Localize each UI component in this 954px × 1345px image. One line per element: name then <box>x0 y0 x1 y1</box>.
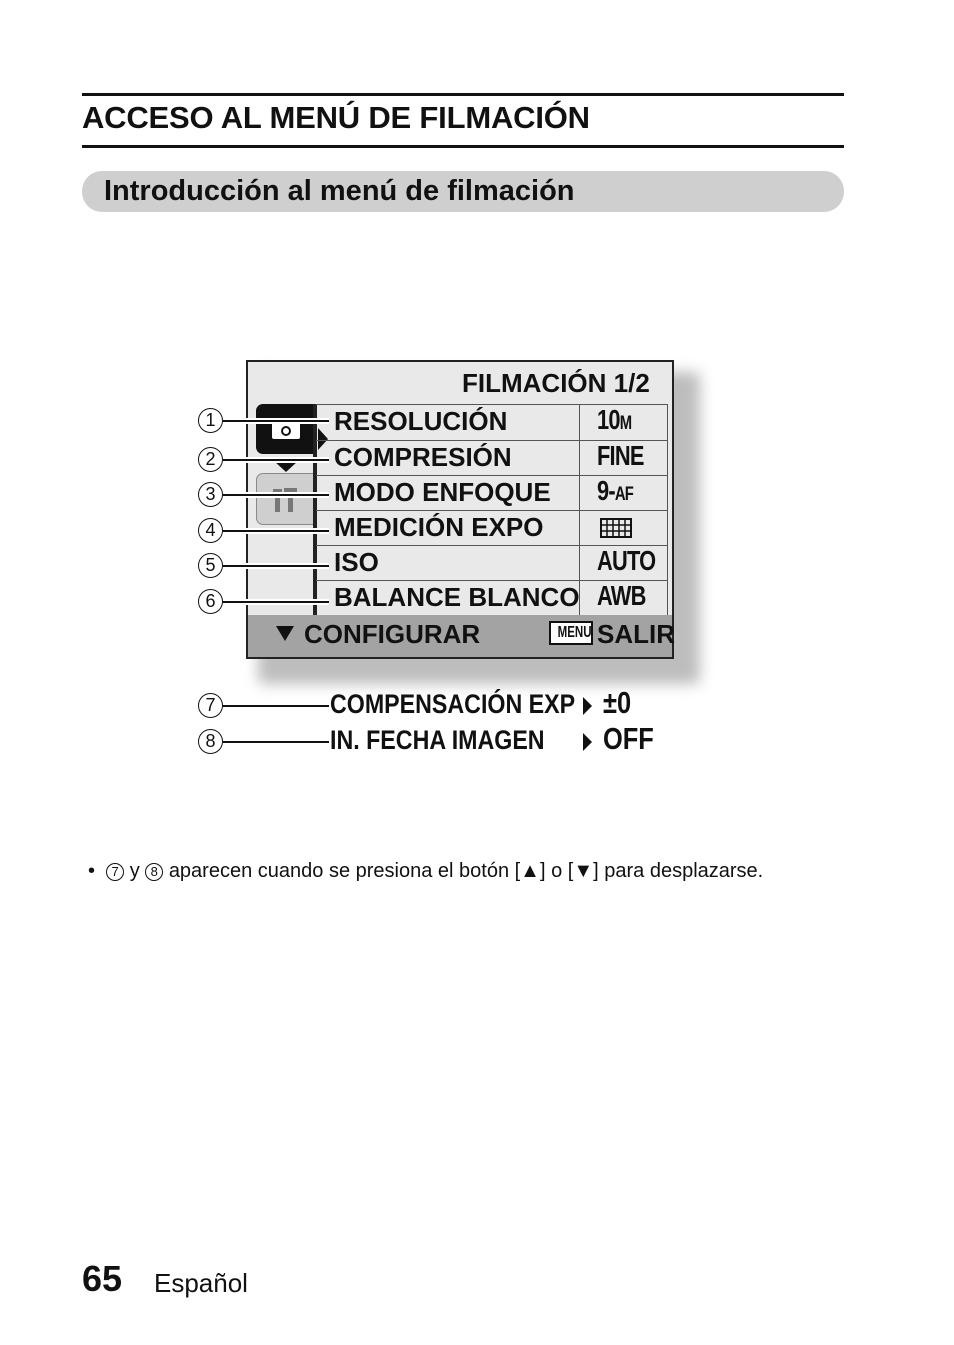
callout-leader <box>223 459 329 461</box>
note <box>88 860 763 883</box>
callout-leader <box>223 565 329 567</box>
white-balance-value: AWB <box>597 580 646 611</box>
configure-label[interactable]: CONFIGURAR <box>304 619 481 649</box>
compression-value: FINE <box>597 440 644 471</box>
note-callout-7: 7 <box>106 863 124 881</box>
note-conjunction: y <box>129 860 140 882</box>
menu-key-icon: MENU <box>549 621 593 645</box>
exposure-compensation-value: ±0 <box>603 685 632 720</box>
row-divider <box>316 510 668 511</box>
menu-item-iso[interactable]: ISO <box>334 547 379 577</box>
callout-8: 8 <box>198 729 223 754</box>
menu-item-modo-enfoque[interactable]: MODO ENFOQUE <box>334 477 551 507</box>
menu-item-balance-blanco[interactable]: BALANCE BLANCO <box>334 582 580 612</box>
iso-value: AUTO <box>597 545 656 576</box>
tab-selected-arrow <box>318 428 328 450</box>
callout-leader <box>223 601 329 603</box>
resolution-value: 10M <box>597 404 632 435</box>
setup-icon <box>271 486 301 514</box>
screen-title: FILMACIÓN 1/2 <box>462 368 650 398</box>
callout-leader <box>223 494 329 496</box>
menu-item-medicion-expo[interactable]: MEDICIÓN EXPO <box>334 512 544 542</box>
camera-tab[interactable] <box>256 404 316 454</box>
callout-leader <box>223 420 329 422</box>
callout-5: 5 <box>198 553 223 578</box>
right-arrow-icon <box>583 733 592 751</box>
multi-metering-icon <box>600 518 632 538</box>
callout-leader <box>223 741 329 743</box>
right-arrow-icon <box>583 697 592 715</box>
focus-mode-value: 9-AF <box>597 475 634 506</box>
menu-item-resolucion[interactable]: RESOLUCIÓN <box>334 406 508 436</box>
callout-2: 2 <box>198 447 223 472</box>
callout-3: 3 <box>198 482 223 507</box>
menu-item-compensacion-exp[interactable]: COMPENSACIÓN EXP <box>330 689 576 719</box>
page-number: 65 <box>82 1258 123 1299</box>
callout-1: 1 <box>198 408 223 433</box>
subsection-title: Introducción al menú de filmación <box>104 175 575 207</box>
callout-leader <box>223 530 329 532</box>
callout-4: 4 <box>198 518 223 543</box>
note-callout-8: 8 <box>145 863 163 881</box>
section-title: ACCESO AL MENÚ DE FILMACIÓN <box>82 100 590 135</box>
callout-6: 6 <box>198 589 223 614</box>
exit-label[interactable]: SALIR <box>597 619 675 649</box>
menu-item-compresion[interactable]: COMPRESIÓN <box>334 442 512 472</box>
setup-tab[interactable] <box>256 473 314 525</box>
bullet-icon: • <box>88 860 101 882</box>
callout-leader <box>223 705 329 707</box>
page-language: Español <box>154 1268 248 1298</box>
date-imprint-value: OFF <box>603 721 654 756</box>
menu-item-fecha-imagen[interactable]: IN. FECHA IMAGEN <box>330 725 545 755</box>
callout-7: 7 <box>198 693 223 718</box>
top-rule <box>82 93 844 96</box>
note-text: aparecen cuando se presiona el botón [▲] o [▼] para desplazarse. <box>168 860 764 882</box>
bottom-rule <box>82 145 844 148</box>
down-arrow-icon <box>276 626 294 641</box>
